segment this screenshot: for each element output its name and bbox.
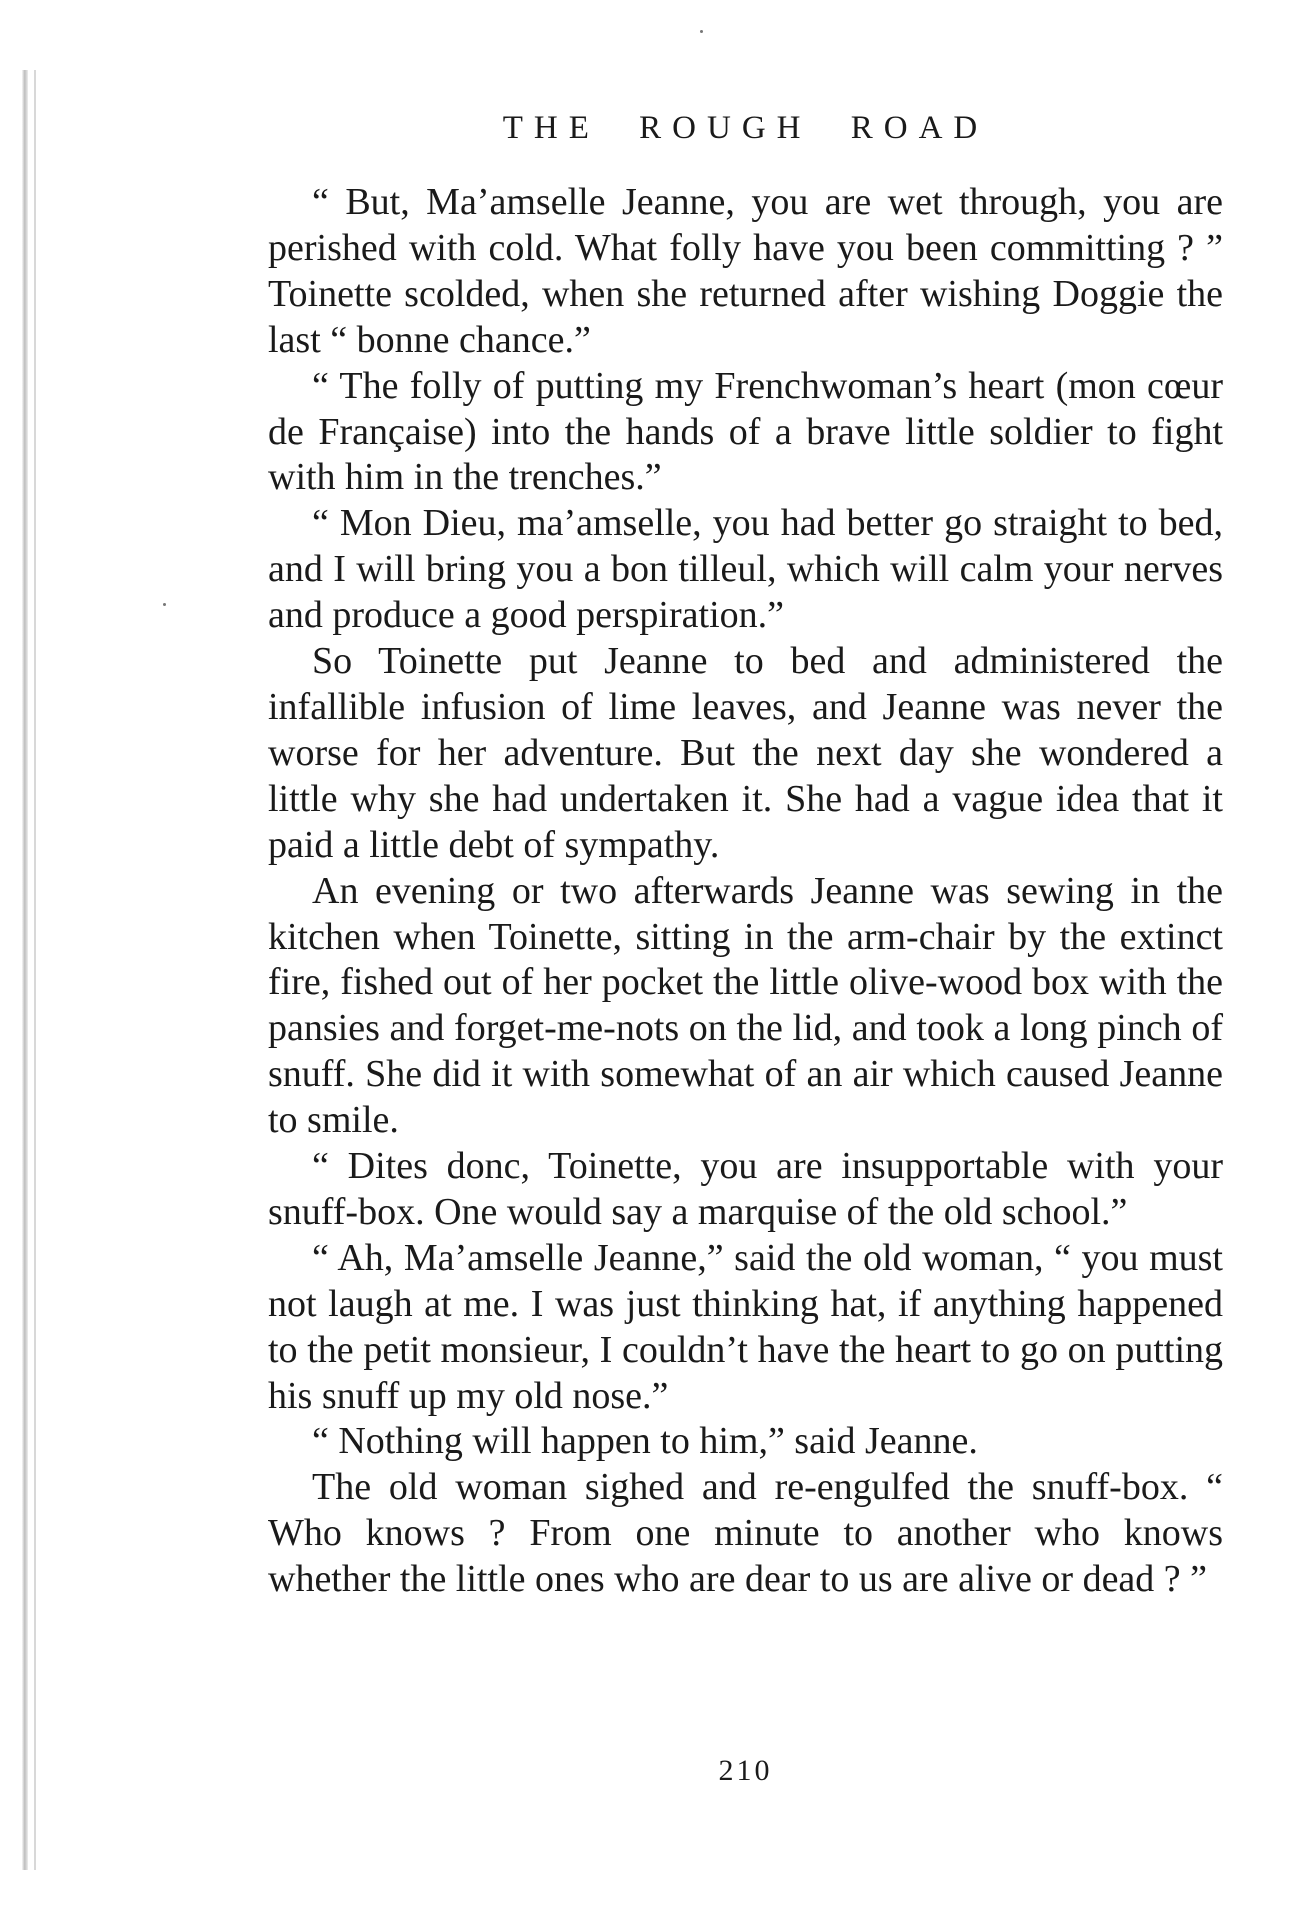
- page-text: [268, 180, 1223, 1603]
- paragraph: “ Nothing will happen to him,” said Jeanne.: [312, 1420, 978, 1463]
- page-binding-shadow: [22, 70, 28, 1870]
- paragraph: “ The folly of putting my Frenchwoman’s heart (mon cœur de Française) into the hands of a brave little soldier to fight with him in the trenches.”: [268, 364, 1223, 499]
- paragraph: The old woman sighed and re-engulfed the snuff-box. “ Who knows ? From one minute to another who knows whether the little ones who are dear to us are alive or dead ? ”: [268, 1466, 1223, 1601]
- paragraph: So Toinette put Jeanne to bed and administered the infallible infusion of lime leaves, and Jeanne was never the worse for her adventure. But the next day she wondered a little why she had undertaken it. She had a vague idea that it paid a little debt of sympathy.: [268, 640, 1223, 866]
- paragraph: “ Dites donc, Toinette, you are insupportable with your snuff-box. One would say a marquise of the old school.”: [268, 1145, 1223, 1233]
- page-number: 210: [718, 1754, 773, 1787]
- print-speck: [163, 603, 166, 606]
- print-speck: [700, 30, 703, 33]
- paragraph: “ Ah, Ma’amselle Jeanne,” said the old woman, “ you must not laugh at me. I was just thinking hat, if anything happened to the petit monsieur, I couldn’t have the heart to go on putting his snuff up my old nose.”: [268, 1236, 1223, 1417]
- paragraph: “ But, Ma’amselle Jeanne, you are wet through, you are perished with cold. What folly have you been committing ? ” Toinette scolded, when she returned after wishing Doggie the last “ bonne chance.”: [268, 181, 1223, 361]
- page-binding-line: [34, 70, 36, 1870]
- paragraph: An evening or two afterwards Jeanne was sewing in the kitchen when Toinette, sitting in the arm-chair by the extinct fire, fished out of her pocket the little olive-wood box with the pansies and forget-me-nots on the lid, and took a long pinch of snuff. She did it with somewhat of an air which caused Jeanne to smile.: [268, 869, 1223, 1142]
- running-title: THE ROUGH ROAD: [502, 110, 989, 146]
- paragraph: “ Mon Dieu, ma’amselle, you had better go straight to bed, and I will bring you a bon tilleul, which will calm your nerves and produce a good perspiration.”: [268, 502, 1223, 637]
